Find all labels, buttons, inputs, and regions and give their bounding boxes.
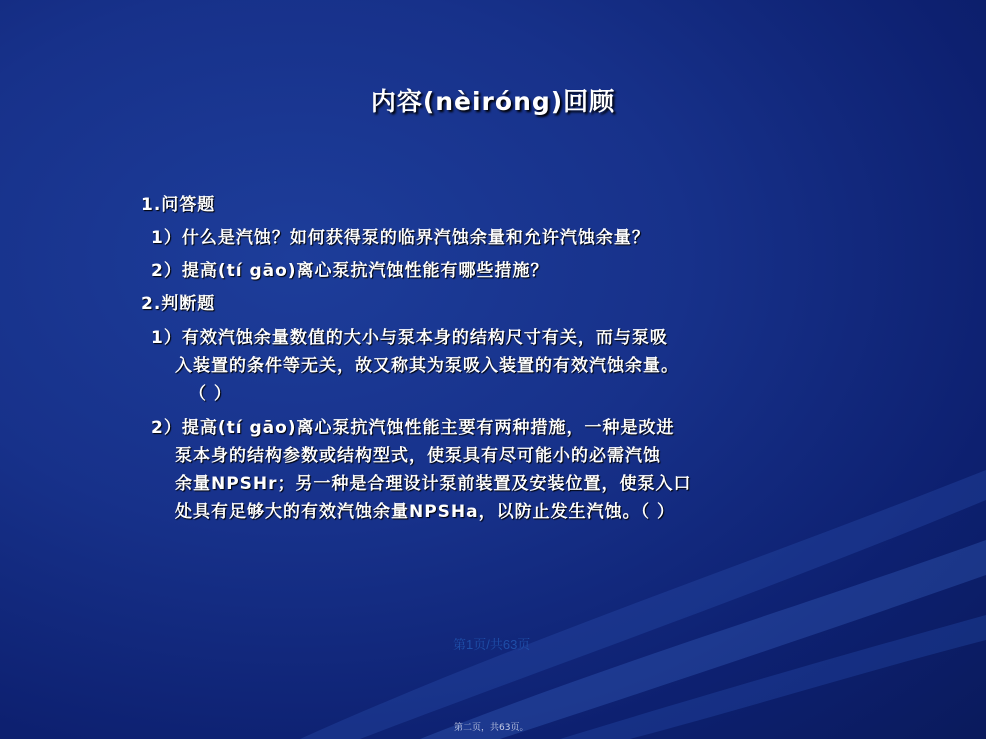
page-number-label: 第1页/共63页 [453, 637, 531, 652]
footer-note: 第二页，共63页。 [454, 723, 529, 733]
judge-item-1-line-2: 入装置的条件等无关，故又称其为泵吸入装置的有效汽蚀余量。 [175, 356, 679, 376]
judge-item-1-answer-blank: （ ） [189, 384, 232, 404]
judge-item-2-line-1: 2）提高(tí gāo)离心泵抗汽蚀性能主要有两种措施，一种是改进 [151, 418, 675, 438]
section-heading-judge: 2.判断题 [141, 294, 216, 314]
judge-item-1-line-1: 1）有效汽蚀余量数值的大小与泵本身的结构尺寸有关，而与泵吸 [151, 328, 668, 348]
section-heading-qa: 1.问答题 [141, 195, 216, 215]
judge-item-2-line-4: 处具有足够大的有效汽蚀余量NPSHa，以防止发生汽蚀。（ ） [175, 502, 676, 522]
question-1: 1）什么是汽蚀？如何获得泵的临界汽蚀余量和允许汽蚀余量？ [151, 228, 650, 248]
slide-title: 内容(nèiróng)回顾 [370, 87, 616, 116]
judge-item-2-line-2: 泵本身的结构参数或结构型式，使泵具有尽可能小的必需汽蚀 [175, 446, 661, 466]
question-2: 2）提高(tí gāo)离心泵抗汽蚀性能有哪些措施？ [151, 261, 549, 281]
judge-item-2-line-3: 余量NPSHr；另一种是合理设计泵前装置及安装位置，使泵入口 [175, 474, 692, 494]
